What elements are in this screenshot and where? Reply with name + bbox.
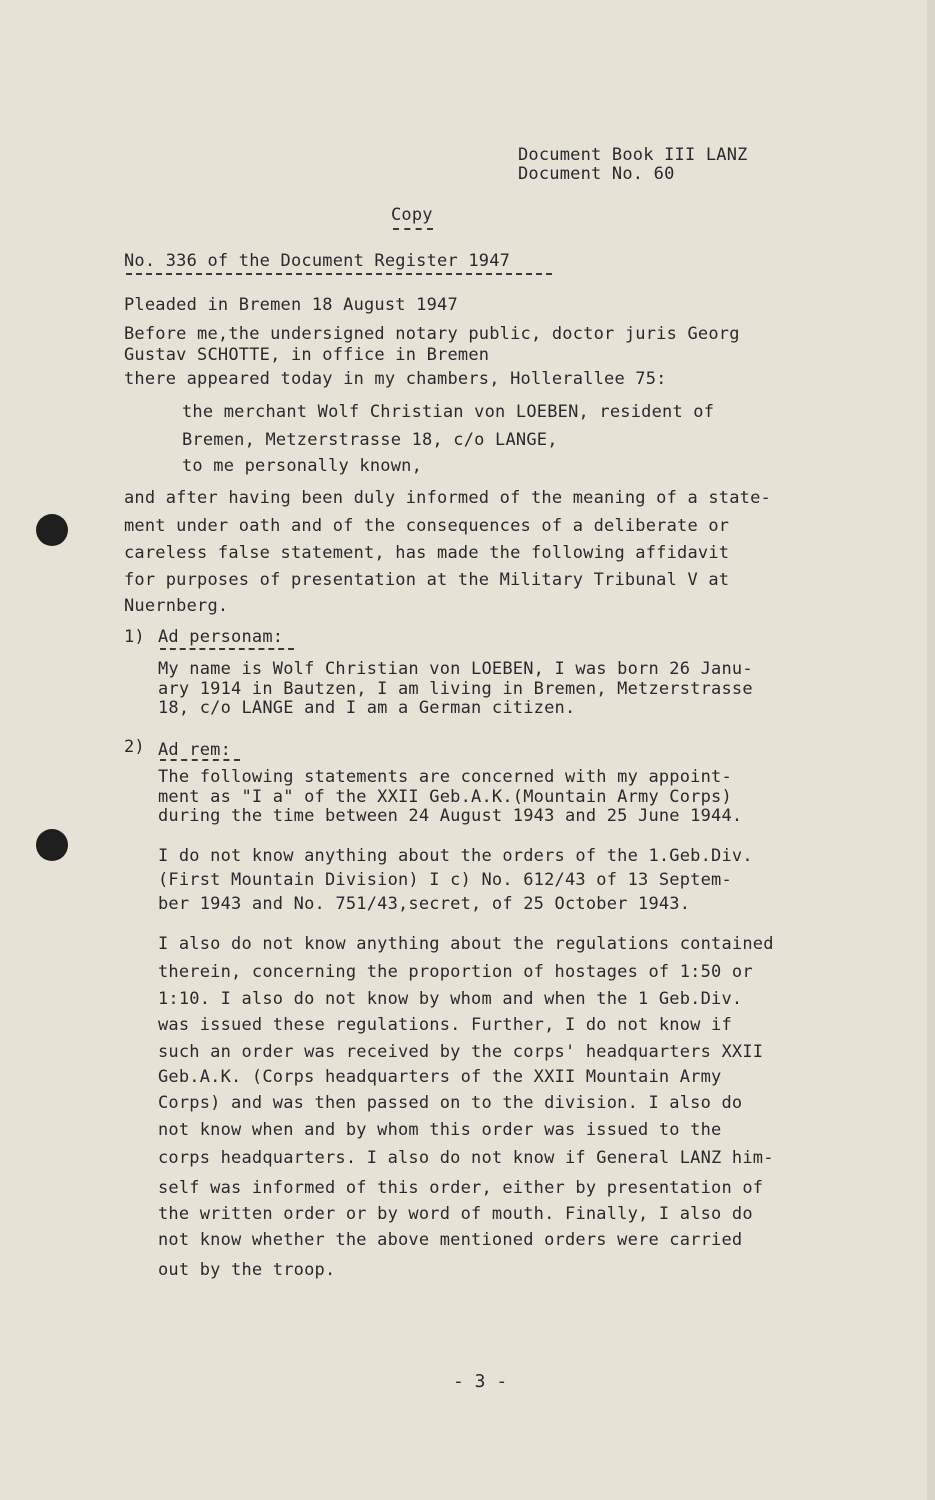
oath-line: Nuernberg. bbox=[124, 596, 229, 616]
section-2-p3-line: self was informed of this order, either by presentation of bbox=[158, 1178, 764, 1198]
section-2-number: 2) bbox=[124, 737, 145, 757]
register-underline bbox=[126, 273, 552, 275]
section-2-p3-line: Geb.A.K. (Corps headquarters of the XXII Mountain Army bbox=[158, 1067, 722, 1087]
section-2-underline bbox=[160, 759, 240, 761]
appearer-line: Bremen, Metzerstrasse 18, c/o LANGE, bbox=[182, 430, 558, 450]
section-2-p3-line: I also do not know anything about the regulations contained bbox=[158, 934, 774, 954]
oath-line: and after having been duly informed of the meaning of a state- bbox=[124, 488, 771, 508]
section-1-underline bbox=[160, 648, 294, 650]
oath-line: careless false statement, has made the following affidavit bbox=[124, 543, 730, 563]
section-2-p3-line: such an order was received by the corps' headquarters XXII bbox=[158, 1042, 764, 1062]
section-2-p3-line: the written order or by word of mouth. Finally, I also do bbox=[158, 1204, 753, 1224]
intro-line: there appeared today in my chambers, Hollerallee 75: bbox=[124, 369, 667, 389]
section-2-p2-line: (First Mountain Division) I c) No. 612/43 of 13 Septem- bbox=[158, 870, 732, 890]
section-2-p3-line: corps headquarters. I also do not know if General LANZ him- bbox=[158, 1148, 774, 1168]
pleaded-line: Pleaded in Bremen 18 August 1947 bbox=[124, 295, 458, 315]
page-number: - 3 - bbox=[453, 1371, 508, 1392]
document-book-label: Document Book III LANZ bbox=[518, 145, 748, 165]
section-2-heading: Ad rem: bbox=[158, 740, 232, 760]
oath-line: ment under oath and of the consequences of a deliberate or bbox=[124, 516, 730, 536]
section-1-line: ary 1914 in Bautzen, I am living in Bremen, Metzerstrasse bbox=[158, 679, 753, 699]
section-2-p1-line: during the time between 24 August 1943 and 25 June 1944. bbox=[158, 806, 743, 826]
section-2-p3-line: 1:10. I also do not know by whom and when the 1 Geb.Div. bbox=[158, 989, 743, 1009]
section-2-p1-line: ment as "I a" of the XXII Geb.A.K.(Mountain Army Corps) bbox=[158, 787, 732, 807]
punch-hole-bottom bbox=[36, 829, 68, 861]
section-2-p3-line: was issued these regulations. Further, I do not know if bbox=[158, 1015, 732, 1035]
section-2-p1-line: The following statements are concerned with my appoint- bbox=[158, 767, 732, 787]
section-2-p3-line: not know when and by whom this order was issued to the bbox=[158, 1120, 722, 1140]
intro-line: Before me,the undersigned notary public, doctor juris Georg bbox=[124, 324, 740, 344]
section-2-p3-line: not know whether the above mentioned orders were carried bbox=[158, 1230, 743, 1250]
copy-heading: Copy bbox=[391, 205, 433, 225]
section-1-line: 18, c/o LANGE and I am a German citizen. bbox=[158, 698, 576, 718]
section-1-heading: Ad personam: bbox=[158, 627, 284, 647]
register-line: No. 336 of the Document Register 1947 bbox=[124, 251, 511, 271]
appearer-line: the merchant Wolf Christian von LOEBEN, resident of bbox=[182, 402, 715, 422]
document-number-label: Document No. 60 bbox=[518, 164, 675, 184]
section-2-p3-line: out by the troop. bbox=[158, 1260, 336, 1280]
intro-line: Gustav SCHOTTE, in office in Bremen bbox=[124, 345, 490, 365]
oath-line: for purposes of presentation at the Military Tribunal V at bbox=[124, 570, 730, 590]
section-1-line: My name is Wolf Christian von LOEBEN, I was born 26 Janu- bbox=[158, 659, 753, 679]
punch-hole-top bbox=[36, 514, 68, 546]
section-1-number: 1) bbox=[124, 627, 145, 647]
appearer-line: to me personally known, bbox=[182, 456, 423, 476]
section-2-p2-line: ber 1943 and No. 751/43,secret, of 25 October 1943. bbox=[158, 894, 691, 914]
section-2-p2-line: I do not know anything about the orders of the 1.Geb.Div. bbox=[158, 846, 753, 866]
copy-underline bbox=[393, 228, 433, 230]
section-2-p3-line: Corps) and was then passed on to the division. I also do bbox=[158, 1093, 743, 1113]
section-2-p3-line: therein, concerning the proportion of hostages of 1:50 or bbox=[158, 962, 753, 982]
page-edge bbox=[927, 0, 935, 1500]
